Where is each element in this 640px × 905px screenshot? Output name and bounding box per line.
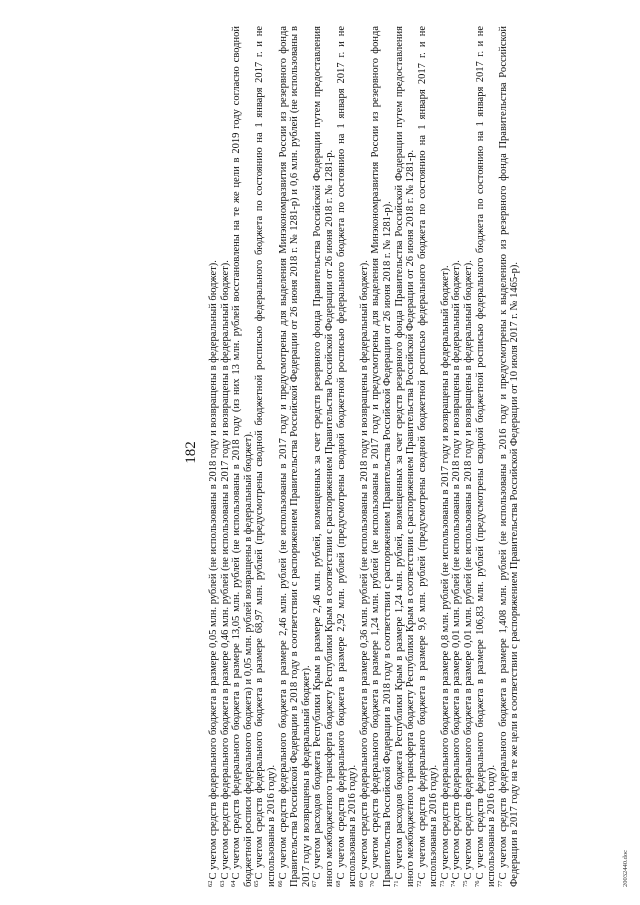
footnote-number: 77 [496,880,504,887]
footnote [498,26,521,887]
footnote [220,26,232,887]
footnote-number: 68 [334,880,342,887]
footnote-number: 76 [473,880,481,887]
footnote-number: 75 [462,880,470,887]
footnote-text: С учетом средств федерального бюджета в размере 1,408 млн. рублей (не использованы в 2016 году и предусмотрены к выделению из резервного фонда Правительства Российской Федерации в 2017 году на те же цели в соответствии с распоряжением Правительства Российской Федерации от 10 июля 2017 г. № 1465-р). [497,26,521,887]
footnote [417,26,440,887]
document-filename: 20032440.doc [622,849,629,887]
footnote [475,26,498,887]
footnote [231,26,254,887]
footnote-text: С учетом средств федерального бюджета в размере 1,24 млн. рублей (не использованы в 2017 году и предусмотрены для выделения Минэкономразвития России из резервного фонда Правительства Российской Федерации в 2018 году в соответствии с распоряжением Правительства Российской Федерации от 26 июня 2018 г. № 1281-р). [370,26,393,887]
footnote-text: С учетом средств федерального бюджета в размере 0,05 млн. рублей (не использованы в 2018 году и возвращены в федеральный бюджет). [208,260,219,880]
footnote-text: С учетом средств федерального бюджета в размере 2,92 млн. рублей (предусмотрены сводной бюджетной росписью федерального бюджета по состоянию на 1 января 2017 г. и не использованы в 2016 году). [335,26,359,887]
footnote-text: С учетом средств федерального бюджета в размере 0,46 млн. рублей (не использованы в 2017 году и возвращены в федеральный бюджет). [219,260,231,880]
footnote-number: 62 [207,880,214,887]
footnote [440,26,452,887]
footnote [394,26,417,887]
footnote-text: С учетом средств федерального бюджета в размере 2,46 млн. рублей (не использованы в 2017 году и предусмотрены для выделения Минэкономразвития России из резервного фонда Правительства Российской Федерации в 2018 году в соответствии с распоряжением Правительства Российской Федерации от 26 июня 2018 г. № 1281-р) и 0,6 млн. рублей (не использованы в 2017 году и возвращены в федеральный бюджет). [277,26,312,887]
footnote-number: 64 [230,880,238,887]
footnote-number: 66 [276,880,284,887]
footnote-number: 67 [311,880,319,887]
footnote [278,26,313,887]
footnote-text: С учетом средств федерального бюджета в размере 106,83 млн. рублей (предусмотрены сводной бюджетной росписью федерального бюджета по состоянию на 1 января 2017 г. и не использованы в 2016 году). [474,26,498,887]
footnote-text: С учетом расходов бюджета Республики Крым в размере 2,46 млн. рублей, возмещенных за счет средств резервного фонда Правительства Российской Федерации путем предоставления иного межбюджетного трансферта бюджету Республики Крым в соответствии с распоряжением Правительства Российской Федерации от 26 июня 2018 г. № 1281-р. [312,26,335,887]
footnote-text: С учетом средств федерального бюджета в размере 0,01 млн. рублей (не использованы в 2018 году и возвращены в федеральный бюджет). [451,260,463,880]
footnote-number: 71 [392,880,400,887]
footnote-number: 65 [253,880,261,887]
footnote-text: С учетом расходов бюджета Республики Крым в размере 1,24 млн. рублей, возмещенных за счет средств резервного фонда Правительства Российской Федерации путем предоставления иного межбюджетного трансферта бюджету Республики Крым в соответствии с распоряжением Правительства Российской Федерации от 26 июня 2018 г. № 1281-р. [393,26,417,887]
footnote-number: 63 [218,880,226,887]
footnote-text: С учетом средств федерального бюджета в размере 9,6 млн. рублей (предусмотрены сводной бюджетной росписью федерального бюджета по состоянию на 1 января 2017 г. и не использованы в 2016 году). [416,26,440,887]
footnote-text: С учетом средств федерального бюджета в размере 0,01 млн. рублей (не использованы в 2018 году и возвращены в федеральный бюджет). [463,260,475,880]
page-number: 182 [183,441,199,464]
footnote [451,26,463,887]
footnote [208,26,220,887]
footnote-number: 74 [450,880,458,887]
footnote [359,26,371,887]
footnote [463,26,475,887]
footnotes-list [208,26,521,887]
footnote [254,26,277,887]
footnote-number: 70 [369,880,377,887]
footnote-number: 69 [357,880,365,887]
footnote-text: С учетом средств федерального бюджета в размере 68,97 млн. рублей (предусмотрены сводной бюджетной росписью федерального бюджета по состоянию на 1 января 2017 г. и не использованы в 2016 году). [254,26,277,887]
footnote-number: 73 [438,880,446,887]
footnote [312,26,335,887]
footnote-text: С учетом средств федерального бюджета в размере 0,8 млн. рублей (не использованы в 2017 году и возвращены в федеральный бюджет). [439,265,451,880]
footnote-text: С учетом средств федерального бюджета в размере 0,36 млн. рублей (не использованы в 2018 году и возвращены в федеральный бюджет). [358,260,370,880]
footnote [336,26,359,887]
footnote-number: 72 [415,880,423,887]
footnote-text: С учетом средств федерального бюджета в размере 13,05 млн. рублей (не использованы в 2018 году (из них 13 млн. рублей восстановлены на те же цели в 2019 году согласно сводной бюджетной росписи федерального бюджета) и 0,05 млн. рублей возвращены в федеральный бюджет). [231,26,254,887]
footnote [370,26,393,887]
